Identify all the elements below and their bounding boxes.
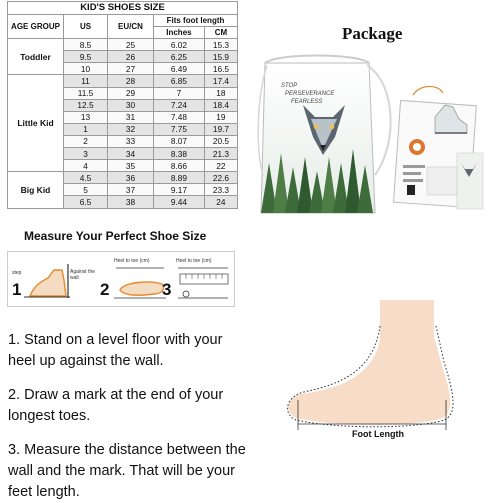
size-cell-in: 9.17 <box>154 184 205 196</box>
header-inches: Inches <box>154 27 205 39</box>
instruction-step-1: 1. Stand on a level floor with your heel up against the wall. <box>8 332 223 369</box>
size-cell-eu: 35 <box>108 160 154 172</box>
size-cell-eu: 32 <box>108 123 154 135</box>
measure-title: Measure Your Perfect Shoe Size <box>24 229 207 243</box>
size-cell-eu: 33 <box>108 135 154 147</box>
size-cell-in: 7.24 <box>154 99 205 111</box>
size-row <box>8 172 238 184</box>
size-chart-body <box>8 39 238 208</box>
size-cell-cm: 19 <box>204 111 237 123</box>
size-cell-us: 1 <box>64 123 108 135</box>
age-group-cell: Little Kid <box>8 75 64 172</box>
size-cell-cm: 22 <box>204 160 237 172</box>
size-cell-cm: 19.7 <box>204 123 237 135</box>
size-cell-eu: 34 <box>108 148 154 160</box>
size-cell-eu: 29 <box>108 87 154 99</box>
size-cell-us: 11 <box>64 75 108 87</box>
size-cell-in: 6.25 <box>154 51 205 63</box>
step1-wall-label: Against the wall <box>70 269 96 281</box>
size-cell-cm: 18 <box>204 87 237 99</box>
size-row <box>8 39 238 51</box>
size-cell-us: 6.5 <box>64 196 108 208</box>
measure-steps-box <box>7 251 235 307</box>
step2-number: 2 <box>100 280 110 299</box>
step2-foot-icon <box>110 266 170 302</box>
size-cell-in: 7.48 <box>154 111 205 123</box>
header-us: US <box>64 15 108 39</box>
size-cell-us: 3 <box>64 148 108 160</box>
size-cell-us: 13 <box>64 111 108 123</box>
foot-length-diagram <box>282 296 482 446</box>
size-cell-eu: 38 <box>108 196 154 208</box>
size-cell-cm: 18.4 <box>204 99 237 111</box>
size-cell-cm: 20.5 <box>204 135 237 147</box>
size-chart-title: KID'S SHOES SIZE <box>8 2 238 15</box>
step1-number: 1 <box>12 280 22 299</box>
size-cell-us: 8.5 <box>64 39 108 51</box>
size-cell-cm: 15.3 <box>204 39 237 51</box>
size-cell-in: 8.89 <box>154 172 205 184</box>
svg-text:FEARLESS: FEARLESS <box>291 99 323 105</box>
size-cell-cm: 16.5 <box>204 63 237 75</box>
header-age-group: AGE GROUP <box>8 15 64 39</box>
size-chart-table <box>7 1 238 209</box>
size-cell-eu: 30 <box>108 99 154 111</box>
size-cell-us: 10 <box>64 63 108 75</box>
size-cell-eu: 25 <box>108 39 154 51</box>
size-cell-cm: 24 <box>204 196 237 208</box>
drawstring-bag <box>258 56 390 214</box>
size-cell-us: 12.5 <box>64 99 108 111</box>
svg-text:PERSEVERANCE: PERSEVERANCE <box>285 91 335 97</box>
size-cell-in: 8.38 <box>154 148 205 160</box>
size-cell-cm: 21.3 <box>204 148 237 160</box>
step1-foot-icon <box>24 262 80 300</box>
size-cell-eu: 31 <box>108 111 154 123</box>
package-image <box>247 45 487 225</box>
size-cell-in: 9.44 <box>154 196 205 208</box>
size-cell-eu: 37 <box>108 184 154 196</box>
size-row <box>8 75 238 87</box>
size-cell-in: 7.75 <box>154 123 205 135</box>
step2-label: Heel to toe (cm) <box>114 258 150 264</box>
header-fits-foot-length: Fits foot length <box>154 15 238 27</box>
step3-label: Heel to toe (cm) <box>176 258 212 264</box>
size-cell-us: 9.5 <box>64 51 108 63</box>
size-cell-in: 7 <box>154 87 205 99</box>
size-cell-in: 8.07 <box>154 135 205 147</box>
header-eu-cn: EU/CN <box>108 15 154 39</box>
instruction-step-3: 3. Measure the distance between the wall and the mark. That will be your feet length. <box>8 442 246 500</box>
size-cell-in: 6.85 <box>154 75 205 87</box>
size-cell-us: 4.5 <box>64 172 108 184</box>
age-group-cell: Big Kid <box>8 172 64 208</box>
size-cell-cm: 17.4 <box>204 75 237 87</box>
size-cell-us: 5 <box>64 184 108 196</box>
step1-label: step <box>12 270 22 276</box>
size-cell-eu: 28 <box>108 75 154 87</box>
package-title: Package <box>342 24 403 43</box>
age-group-cell: Toddler <box>8 39 64 75</box>
size-cell-eu: 36 <box>108 172 154 184</box>
step3-number: 3 <box>162 280 172 299</box>
foot-length-label: Foot Length <box>352 429 404 439</box>
size-cell-in: 8.66 <box>154 160 205 172</box>
size-cell-in: 6.02 <box>154 39 205 51</box>
step3-ruler-icon <box>172 266 232 302</box>
header-cm: CM <box>204 27 237 39</box>
size-cell-eu: 27 <box>108 63 154 75</box>
size-cell-eu: 26 <box>108 51 154 63</box>
bag-text: STOP <box>281 83 298 89</box>
size-cell-cm: 22.6 <box>204 172 237 184</box>
size-cell-us: 2 <box>64 135 108 147</box>
size-cell-us: 4 <box>64 160 108 172</box>
size-cell-in: 6.49 <box>154 63 205 75</box>
size-cell-cm: 15.9 <box>204 51 237 63</box>
size-cell-us: 11.5 <box>64 87 108 99</box>
instruction-step-2: 2. Draw a mark at the end of your longest toes. <box>8 387 224 424</box>
size-cell-cm: 23.3 <box>204 184 237 196</box>
